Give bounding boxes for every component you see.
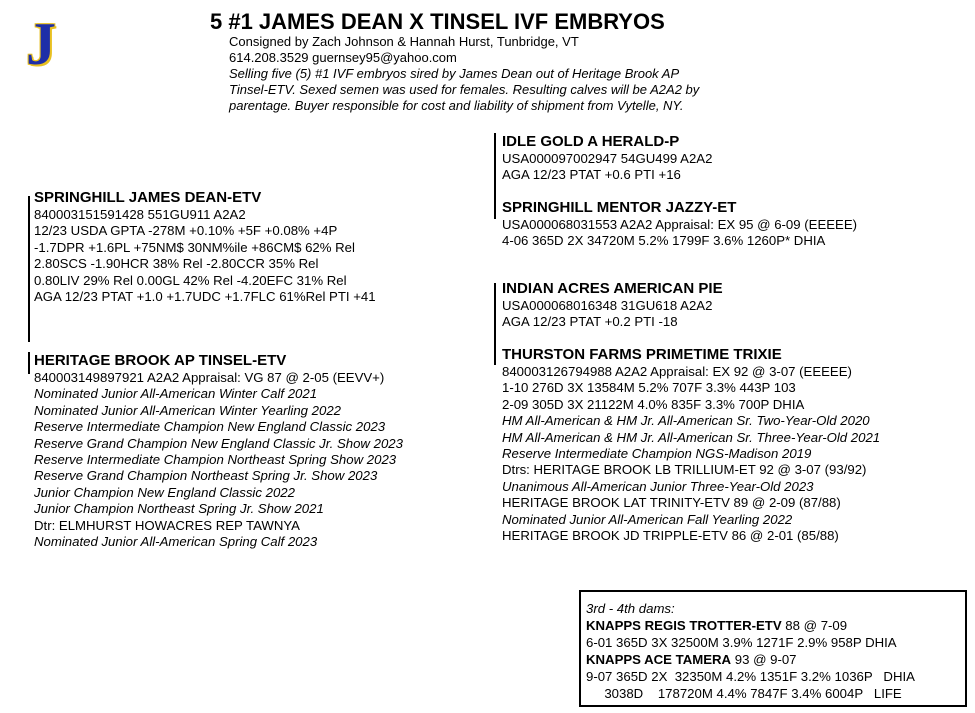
sire-dam-line: 4-06 365D 2X 34720M 5.2% 1799F 3.6% 1260P* DHIA: [502, 233, 826, 249]
sire-dam-block: [502, 199, 857, 250]
dam-dam-line: 2-09 305D 3X 21122M 4.0% 835F 3.3% 700P DHIA: [502, 396, 805, 412]
sire-bracket: [28, 196, 30, 342]
dam-dam-daughter: HERITAGE BROOK LAT TRINITY-ETV 89 @ 2-09 (87/88): [502, 495, 841, 511]
dam-honor: Reserve Grand Champion New England Classic Jr. Show 2023: [34, 435, 403, 451]
sire-name: SPRINGHILL JAMES DEAN-ETV: [34, 189, 262, 206]
dam-id-line: 840003149897921 A2A2 Appraisal: VG 87 @ 2-05 (EEVV+): [34, 370, 385, 385]
consignor-line: Consigned by Zach Johnson & Hannah Hurst, Tunbridge, VT: [229, 34, 579, 49]
dam-honor: Junior Champion New England Classic 2022: [34, 484, 295, 500]
dam-dam-daughter: Dtrs: HERITAGE BROOK LB TRILLIUM-ET 92 @ 3-07 (93/92): [502, 462, 867, 478]
dam-honor: Nominated Junior All-American Winter Calf 2021: [34, 386, 318, 402]
dam-honor: Reserve Intermediate Champion New England Classic 2023: [34, 419, 386, 435]
dam-dam-daughter: HERITAGE BROOK JD TRIPPLE-ETV 86 @ 2-01 (85/88): [502, 528, 839, 544]
dam-dam-line: 840003126794988 A2A2 Appraisal: EX 92 @ 3-07 (EEEEE): [502, 364, 852, 379]
dam-sire-block: [502, 280, 723, 331]
sire-line: AGA 12/23 PTAT +1.0 +1.7UDC +1.7FLC 61%Rel PTI +41: [34, 289, 376, 305]
sire-line: 0.80LIV 29% Rel 0.00GL 42% Rel -4.20EFC 31% Rel: [34, 272, 347, 288]
dam-sire-bracket: [494, 283, 496, 365]
contact-line: 614.208.3529 guernsey95@yahoo.com: [229, 50, 457, 65]
fourth-dam-score: 93 @ 9-07: [731, 652, 797, 667]
dam-honor: Nominated Junior All-American Winter Yearling 2022: [34, 402, 342, 418]
sire-dam-name: SPRINGHILL MENTOR JAZZY-ET: [502, 199, 737, 216]
third-dam-name: KNAPPS REGIS TROTTER-ETV: [586, 618, 782, 633]
logo-icon: J: [26, 11, 56, 77]
sire-sire-name: IDLE GOLD A HERALD-P: [502, 133, 680, 150]
sire-dam-line: USA000068031553 A2A2 Appraisal: EX 95 @ 6-09 (EEEEE): [502, 217, 858, 232]
sire-block: [34, 189, 376, 305]
description-line: parentage. Buyer responsible for cost and liability of shipment from Vytelle, NY.: [229, 98, 684, 113]
dam-dam-honor: HM All-American & HM Jr. All-American Sr. Three-Year-Old 2021: [502, 429, 881, 445]
sire-sire-line: USA000097002947 54GU499 A2A2: [502, 151, 713, 166]
sire-line: -1.7DPR +1.6PL +75NM$ 30NM%ile +86CM$ 62% Rel: [34, 239, 355, 255]
page-title: 5 #1 JAMES DEAN X TINSEL IVF EMBRYOS: [210, 9, 665, 34]
dam-honor: Reserve Grand Champion Northeast Spring Jr. Show 2023: [34, 468, 378, 484]
dam-daughter-honor: Nominated Junior All-American Spring Calf 2023: [34, 534, 318, 550]
box-label: 3rd - 4th dams:: [586, 601, 675, 616]
sire-line: 12/23 USDA GPTA -278M +0.10% +5F +0.08% +4P: [34, 223, 338, 239]
dam-honor: Junior Champion Northeast Spring Jr. Show 2021: [34, 501, 324, 517]
dam-dam-honor: HM All-American & HM Jr. All-American Sr. Two-Year-Old 2020: [502, 413, 870, 429]
ancestor-dams-box: [579, 590, 967, 707]
dam-dam-line: 1-10 276D 3X 13584M 5.2% 707F 3.3% 443P 103: [502, 380, 796, 396]
third-dam-score: 88 @ 7-09: [781, 618, 848, 633]
dam-sire-line: USA000068016348 31GU618 A2A2: [502, 298, 713, 313]
sire-sire-block: [502, 133, 712, 184]
third-dam-record: 6-01 365D 3X 32500M 3.9% 1271F 2.9% 958P DHIA: [586, 635, 897, 650]
dam-daughter: Dtr: ELMHURST HOWACRES REP TAWNYA: [34, 517, 300, 533]
fourth-dam-record: 9-07 365D 2X 32350M 4.2% 1351F 3.2% 1036P DHIA: [586, 669, 915, 684]
dam-dam-daughter-honor: Unanimous All-American Junior Three-Year-Old 2023: [502, 478, 814, 494]
dam-sire-name: INDIAN ACRES AMERICAN PIE: [502, 280, 723, 297]
fourth-dam-name: KNAPPS ACE TAMERA: [586, 652, 732, 667]
sire-sire-line: AGA 12/23 PTAT +0.6 PTI +16: [502, 167, 681, 183]
dam-dam-name: THURSTON FARMS PRIMETIME TRIXIE: [502, 346, 782, 363]
dam-dam-block: [502, 346, 880, 544]
dam-dam-daughter-honor: Nominated Junior All-American Fall Yearling 2022: [502, 511, 793, 527]
description-line: Selling five (5) #1 IVF embryos sired by James Dean out of Heritage Brook AP: [229, 66, 680, 81]
dam-block: [34, 352, 403, 550]
sire-line: 840003151591428 551GU911 A2A2: [34, 207, 246, 222]
sire-sire-bracket: [494, 133, 496, 219]
description-line: Tinsel-ETV. Sexed semen was used for females. Resulting calves will be A2A2 by: [229, 82, 700, 97]
dam-dam-honor: Reserve Intermediate Champion NGS-Madison 2019: [502, 446, 812, 462]
dam-bracket: [28, 352, 30, 374]
sire-line: 2.80SCS -1.90HCR 38% Rel -2.80CCR 35% Rel: [34, 256, 319, 272]
dam-sire-line: AGA 12/23 PTAT +0.2 PTI -18: [502, 314, 678, 330]
dam-honor: Reserve Intermediate Champion Northeast Spring Show 2023: [34, 452, 397, 468]
fourth-dam-lifetime: 3038D 178720M 4.4% 7847F 3.4% 6004P LIFE: [586, 686, 902, 701]
dam-name: HERITAGE BROOK AP TINSEL-ETV: [34, 352, 287, 369]
